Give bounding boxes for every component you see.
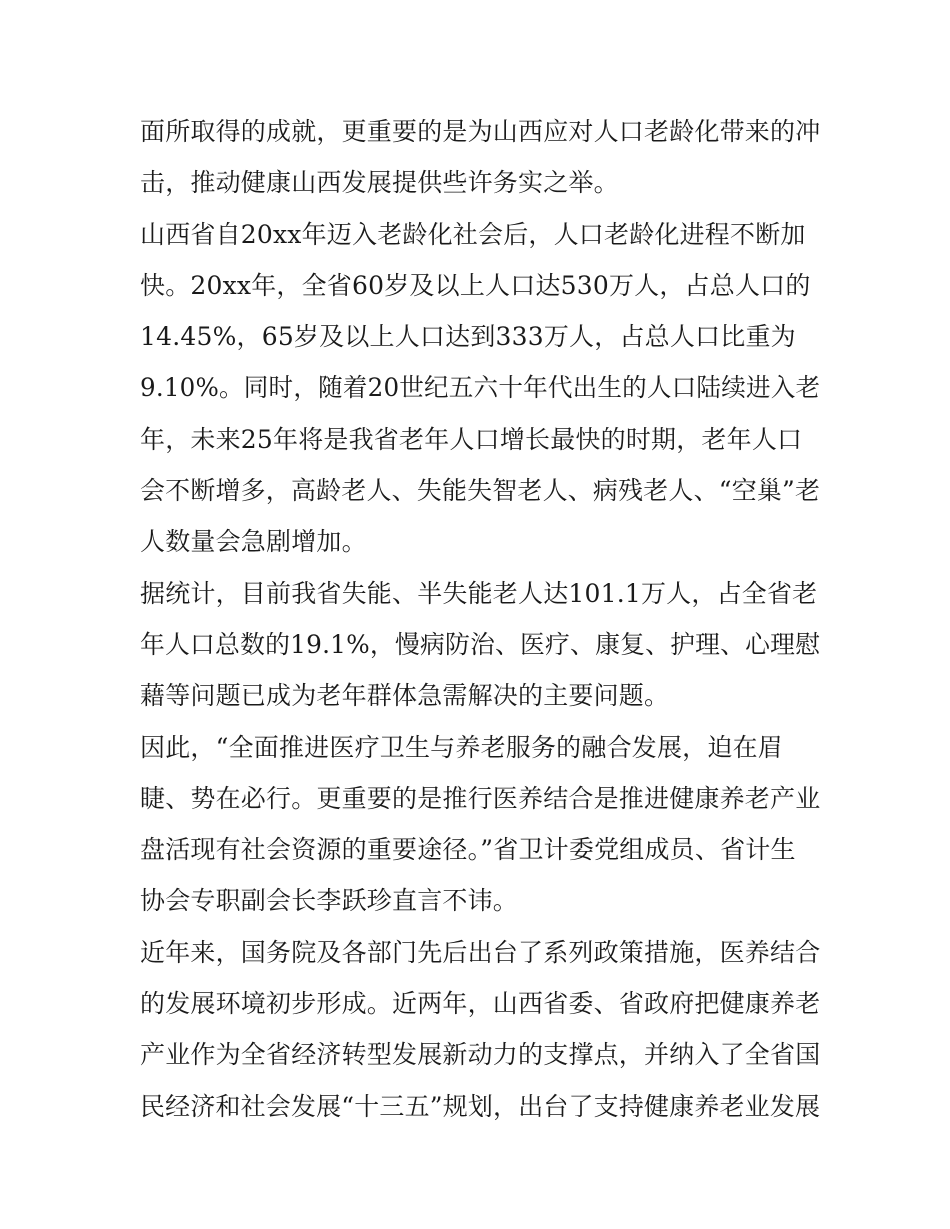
text-line: 14.45%，65岁及以上人口达到333万人，占总人口比重为	[140, 322, 796, 352]
text-line: 盘活现有社会资源的重要途径。”省卫计委党组成员、省计生	[140, 835, 796, 865]
text-line: 睫、势在必行。更重要的是推行医养结合是推进健康养老产业	[140, 783, 821, 813]
text-line: 的发展环境初步形成。近两年，山西省委、省政府把健康养老	[140, 989, 821, 1019]
text-line: 山西省自20xx年迈入老龄化社会后，人口老龄化进程不断加	[140, 219, 806, 249]
text-line: 协会专职副会长李跃珍直言不讳。	[140, 886, 519, 916]
text-line: 产业作为全省经济转型发展新动力的支撑点，并纳入了全省国	[140, 1040, 821, 1070]
body-text	[140, 106, 820, 1132]
text-line: 近年来，国务院及各部门先后出台了系列政策措施，医养结合	[140, 937, 821, 967]
text-line: 藉等问题已成为老年群体急需解决的主要问题。	[140, 681, 670, 711]
text-line: 面所取得的成就，更重要的是为山西应对人口老龄化带来的冲	[140, 117, 821, 146]
text-line: 因此，“全面推进医疗卫生与养老服务的融合发展，迫在眉	[140, 732, 783, 762]
text-line: 会不断增多，高龄老人、失能失智老人、病残老人、“空巢”老	[140, 476, 821, 506]
text-line: 据统计，目前我省失能、半失能老人达101.1万人，占全省老	[140, 578, 818, 608]
text-line: 民经济和社会发展“十三五”规划，出台了支持健康养老业发展	[140, 1091, 821, 1121]
text-line: 击，推动健康山西发展提供些许务实之举。	[140, 168, 619, 198]
text-line: 年人口总数的19.1%，慢病防治、医疗、康复、护理、心理慰	[140, 629, 821, 659]
text-line: 人数量会急剧增加。	[140, 527, 367, 557]
text-line: 快。20xx年，全省60岁及以上人口达530万人，占总人口的	[140, 270, 811, 300]
text-line: 年，未来25年将是我省老年人口增长最快的时期，老年人口	[140, 424, 803, 454]
text-line: 9.10%。同时，随着20世纪五六十年代出生的人口陆续进入老	[140, 373, 821, 403]
